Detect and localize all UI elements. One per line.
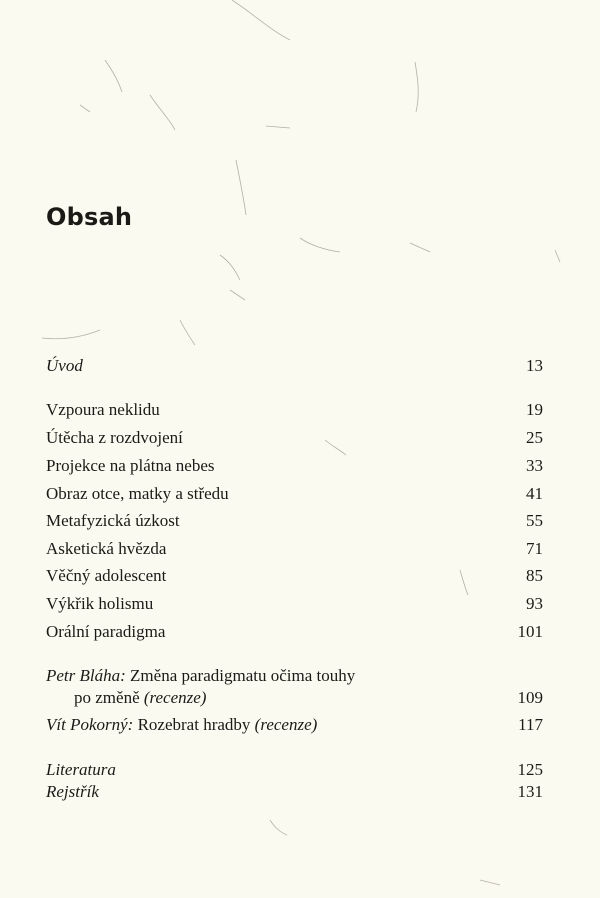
toc-entry-page: 71 [526,539,543,558]
toc-entry-page: 41 [526,484,543,503]
toc-entry-page: 85 [526,566,543,585]
toc-entry-label: Vít Pokorný: Rozebrat hradby (recenze) [46,715,318,734]
toc-entry-page: 55 [526,511,543,530]
toc-entry-label: Asketická hvězda [46,539,167,558]
toc-entry-literatura [46,759,543,781]
toc-entry-label: Rejstřík [46,782,99,801]
toc-entry [46,399,543,421]
toc-entry-page: 13 [526,356,543,375]
toc-entry-label: Orální paradigma [46,622,166,641]
toc-entry-page: 25 [526,428,543,447]
toc-entry-review-pokorny [46,714,543,736]
toc-entry-page: 109 [517,688,543,707]
toc-entry [46,565,543,587]
toc-entry-page: 101 [517,622,543,641]
toc-entry-label: Obraz otce, matky a středu [46,484,229,503]
toc-entry-label: Petr Bláha: Změna paradigmatu očima touhy [46,666,356,685]
toc-entry [46,427,543,449]
toc-entry-page: 131 [517,782,543,801]
toc-entry-label: po změně (recenze) [74,688,207,707]
toc-entry-label: Vzpoura neklidu [46,400,160,419]
toc-entry-label: Úvod [46,356,83,375]
toc-entry [46,455,543,477]
toc-entry-page: 117 [518,715,543,734]
toc-entry-review-blaha [46,665,543,687]
toc-entry [46,483,543,505]
toc-entry-page: 125 [517,760,543,779]
toc-entry-label: Útěcha z rozdvojení [46,428,183,447]
toc-entry [46,593,543,615]
toc-entry-uvod [46,355,543,377]
toc-entry-label: Projekce na plátna nebes [46,456,215,475]
toc-entry-label: Věčný adolescent [46,566,167,585]
toc-entry-label: Výkřik holismu [46,594,154,613]
toc-entry [46,510,543,532]
page-title: Obsah [46,203,133,231]
toc-entry-rejstrik [46,781,543,803]
toc-entry-page: 19 [526,400,543,419]
toc-entry-label: Literatura [46,760,116,779]
toc-entry-page: 93 [526,594,543,613]
toc-entry [46,621,543,643]
toc-entry-label: Metafyzická úzkost [46,511,180,530]
toc-entry-page: 33 [526,456,543,475]
toc-entry-review-blaha-cont [46,687,543,709]
toc-entry [46,538,543,560]
